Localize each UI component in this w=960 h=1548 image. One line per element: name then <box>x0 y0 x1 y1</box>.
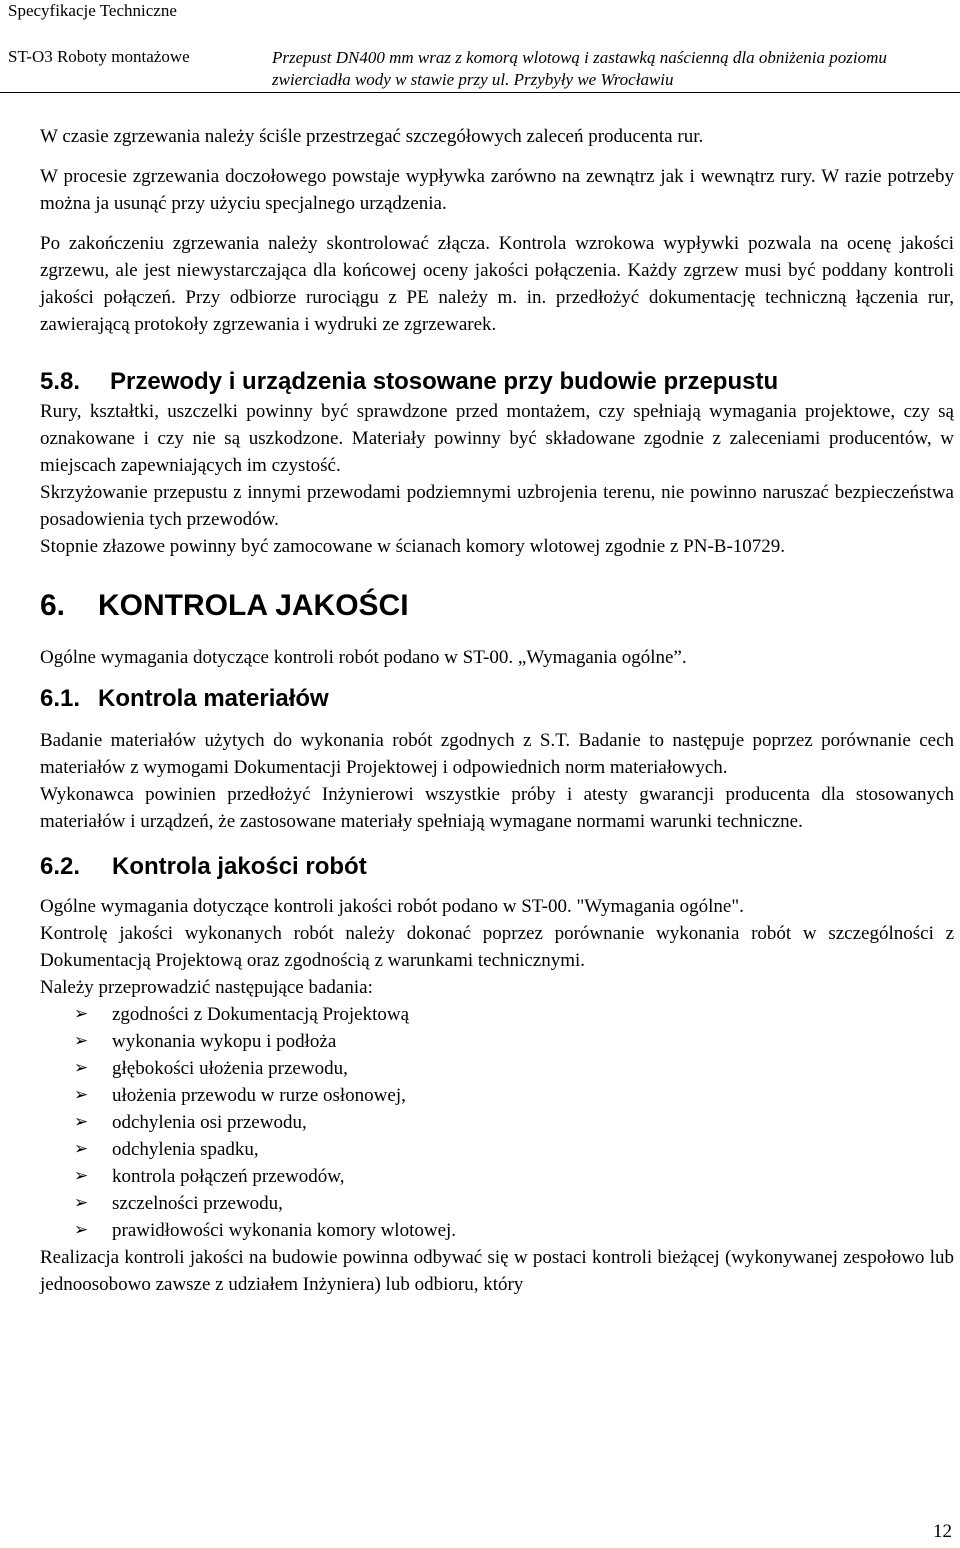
section-heading-6-2 <box>40 851 954 883</box>
list-item: ➢ zgodności z Dokumentacją Projektową <box>40 1001 954 1028</box>
arrow-bullet-icon: ➢ <box>74 1058 89 1078</box>
section-heading-5-8 <box>40 366 954 398</box>
header-title: Specyfikacje Techniczne <box>8 1 177 20</box>
paragraph: Wykonawca powinien przedłożyć Inżynierowi wszystkie próby i atesty gwarancji producenta dla stosowanych materiałów i urządzeń, że zastosowane materiały spełniają wymagane normami warunki techniczne. <box>40 784 954 832</box>
section-heading-6-1 <box>40 683 954 715</box>
section-number: 5.8. <box>40 368 81 395</box>
list-item: ➢ wykonania wykopu i podłoża <box>40 1028 954 1055</box>
paragraph: W procesie zgrzewania doczołowego powstaje wypływka zarówno na zewnątrz jak i wewnątrz rury. W razie potrzeby można ja usunąć przy użyciu specjalnego urządzenia. <box>40 166 954 214</box>
header-project: Przepust DN400 mm wraz z komorą wlotową i zastawką naścienną dla obniżenia poziomu zwierciadła wody w stawie przy ul. Przybyły we Wrocławiu <box>272 48 887 89</box>
paragraph: Po zakończeniu zgrzewania należy skontrolować złącza. Kontrola wzrokowa wypływki pozwala na ocenę jakości zgrzewu, ale jest niewystarczająca dla końcowej oceny jakości połączenia. Każdy zgrzew musi być poddany kontroli jakości połączeń. Przy odbiorze rurociągu z PE należy m. in. przedłożyć dokumentację techniczną łączenia rur, zawierającą protokoły zgrzewania i wydruki ze zgrzewarek. <box>40 233 954 335</box>
arrow-bullet-icon: ➢ <box>74 1004 89 1024</box>
header-section: ST-O3 Roboty montażowe <box>8 47 190 66</box>
header-rule <box>0 92 960 93</box>
paragraph: Stopnie złazowe powinny być zamocowane w ścianach komory wlotowej zgodnie z PN-B-10729. <box>40 536 786 557</box>
inspection-list <box>40 1001 954 1244</box>
paragraph: Kontrolę jakości wykonanych robót należy dokonać poprzez porównanie wykonania robót w szczególności z Dokumentacją Projektową oraz zgodnością z warunkami technicznymi. <box>40 923 954 971</box>
paragraph: Ogólne wymagania dotyczące kontroli robót podano w ST-00. „Wymagania ogólne”. <box>40 647 687 668</box>
section-title: KONTROLA JAKOŚCI <box>98 589 409 622</box>
paragraph: Realizacja kontroli jakości na budowie powinna odbywać się w postaci kontroli bieżącej (wykonywanej zespołowo lub jednoosobowo zawsze z udziałem Inżyniera) lub odbioru, który <box>40 1247 954 1295</box>
section-number: 6.1. <box>40 685 81 712</box>
list-item: ➢ ułożenia przewodu w rurze osłonowej, <box>40 1082 954 1109</box>
arrow-bullet-icon: ➢ <box>74 1031 89 1051</box>
list-item: ➢ głębokości ułożenia przewodu, <box>40 1055 954 1082</box>
section-title: Kontrola jakości robót <box>112 853 367 880</box>
page-number: 12 <box>933 1521 952 1542</box>
document-body <box>40 123 954 1298</box>
arrow-bullet-icon: ➢ <box>74 1085 89 1105</box>
paragraph: Rury, kształtki, uszczelki powinny być sprawdzone przed montażem, czy spełniają wymagania projektowe, czy są oznakowane i czy nie są uszkodzone. Materiały powinny być składowane zgodnie z zaleceniami producentów, w miejscach zapewniających im czystość. <box>40 401 954 476</box>
arrow-bullet-icon: ➢ <box>74 1139 89 1159</box>
paragraph: W czasie zgrzewania należy ściśle przestrzegać szczegółowych zaleceń producenta rur. <box>40 126 704 147</box>
section-number: 6.2. <box>40 853 81 880</box>
paragraph: Badanie materiałów użytych do wykonania robót zgodnych z S.T. Badanie to następuje poprzez porównanie cech materiałów z wymogami Dokumentacji Projektowej i odpowiednich norm materiałowych. <box>40 730 954 778</box>
paragraph: Należy przeprowadzić następujące badania: <box>40 977 373 998</box>
arrow-bullet-icon: ➢ <box>74 1220 89 1240</box>
arrow-bullet-icon: ➢ <box>74 1166 89 1186</box>
list-item: ➢ odchylenia spadku, <box>40 1136 954 1163</box>
list-item: ➢ szczelności przewodu, <box>40 1190 954 1217</box>
section-number: 6. <box>40 589 66 622</box>
list-item: ➢ prawidłowości wykonania komory wlotowej. <box>40 1217 954 1244</box>
paragraph: Ogólne wymagania dotyczące kontroli jakości robót podano w ST-00. "Wymagania ogólne". <box>40 896 744 917</box>
list-item: ➢ odchylenia osi przewodu, <box>40 1109 954 1136</box>
section-heading-6 <box>40 586 954 626</box>
section-title: Przewody i urządzenia stosowane przy budowie przepustu <box>110 368 779 395</box>
section-title: Kontrola materiałów <box>98 685 329 712</box>
arrow-bullet-icon: ➢ <box>74 1193 89 1213</box>
list-item: ➢ kontrola połączeń przewodów, <box>40 1163 954 1190</box>
paragraph: Skrzyżowanie przepustu z innymi przewodami podziemnymi uzbrojenia terenu, nie powinno naruszać bezpieczeństwa posadowienia tych przewodów. <box>40 482 954 530</box>
arrow-bullet-icon: ➢ <box>74 1112 89 1132</box>
